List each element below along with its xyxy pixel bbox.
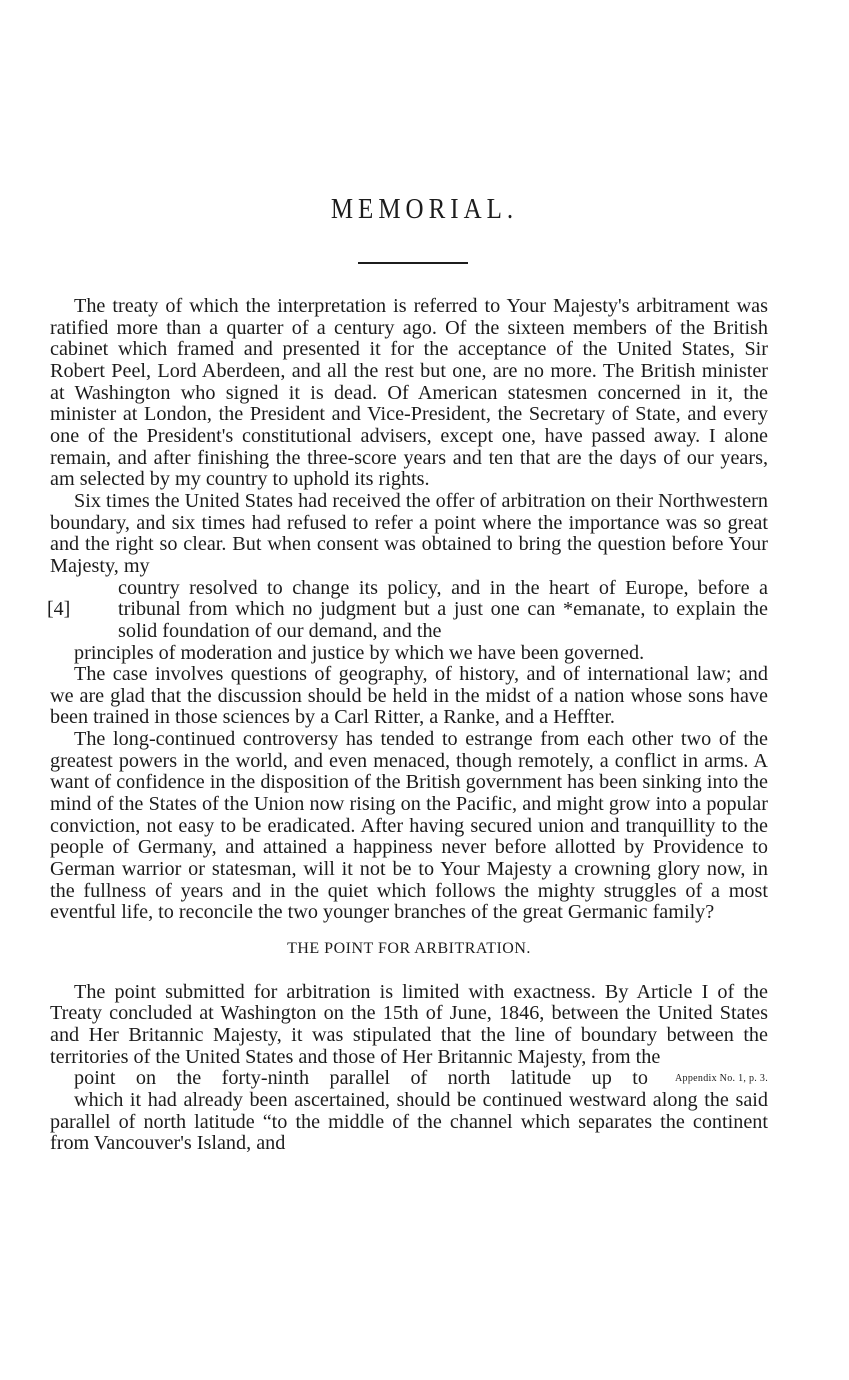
paragraph-2-start: Six times the United States had received the offer of arbitration on their Northwestern boundary, and six times had refused to refer a point where the importance was so great and the right so clear. But when consent was obtained to bring the question before Your Majesty, my bbox=[50, 489, 768, 577]
appendix-line bbox=[50, 1068, 768, 1090]
section-heading: THE POINT FOR ARBITRATION. bbox=[287, 940, 531, 958]
appendix-note: Appendix No. 1, p. 3. bbox=[675, 1073, 768, 1085]
title-rule bbox=[358, 262, 468, 264]
page-reference-row bbox=[47, 576, 768, 643]
paragraph-5-end: which it had already been ascertained, should be continued westward along the said parallel of north latitude “to the middle of the channel which separates the continent from Vancouver's Island, and bbox=[50, 1088, 768, 1155]
paragraph-2-indented: country resolved to change its policy, and in the heart of Europe, before a tribunal from which no judgment but a just one can *emanate, to explain the solid foundation of our demand, and the bbox=[118, 576, 768, 642]
paragraph-5-line: point on the forty-ninth parallel of north latitude up to bbox=[74, 1067, 648, 1090]
body-text bbox=[47, 295, 768, 1155]
paragraph-5-start: The point submitted for arbitration is limited with exactness. By Article I of the Treaty concluded at Washington on the 15th of June, 1846, between the United States and Her Britannic Majesty, it was stipulated that the line of boundary between the territories of the United States and those of Her Britannic Majesty, from the bbox=[50, 980, 768, 1068]
page-marker: [4] bbox=[47, 598, 71, 621]
paragraph-4: The long-continued controversy has tended to estrange from each other two of the greatest powers in the world, and even menaced, though remotely, a conflict in arms. A want of confidence in the disposition of the British government has been sinking into the mind of the States of the Union now rising on the Pacific, and might grow into a popular conviction, not easy to be eradicated. After having secured union and tranquillity to the people of Germany, and attained a happiness never before allotted by Providence to German warrior or statesman, will it not be to Your Majesty a crowning glory now, in the fullness of years and in the quiet which follows the mighty struggles of a most eventful life, to reconcile the two younger branches of the great Germanic family? bbox=[50, 728, 768, 924]
paragraph-3: The case involves questions of geography, of history, and of international law; and we are glad that the discussion should be held in the midst of a nation whose sons have been trained in those sciences by a Carl Ritter, a Ranke, and a Heffter. bbox=[50, 663, 768, 729]
paragraph-1: The treaty of which the interpretation is referred to Your Majesty's arbitrament was ratified more than a quarter of a century ago. Of the sixteen members of the British cabinet which framed and presented it for the acceptance of the United States, Sir Robert Peel, Lord Aberdeen, and all the rest but one, are no more. The British minister at Washington who signed it is dead. Of American statesmen concerned in it, the minister at London, the President and Vice-President, the Secretary of State, and every one of the President's constitutional advisers, except one, have passed away. I alone remain, and after finishing the three-score years and ten that are the days of our years, am selected by my country to uphold its rights. bbox=[50, 295, 768, 491]
paragraph-2-end: principles of moderation and justice by which we have been governed. bbox=[74, 641, 645, 664]
page-title: MEMORIAL. bbox=[330, 193, 519, 225]
